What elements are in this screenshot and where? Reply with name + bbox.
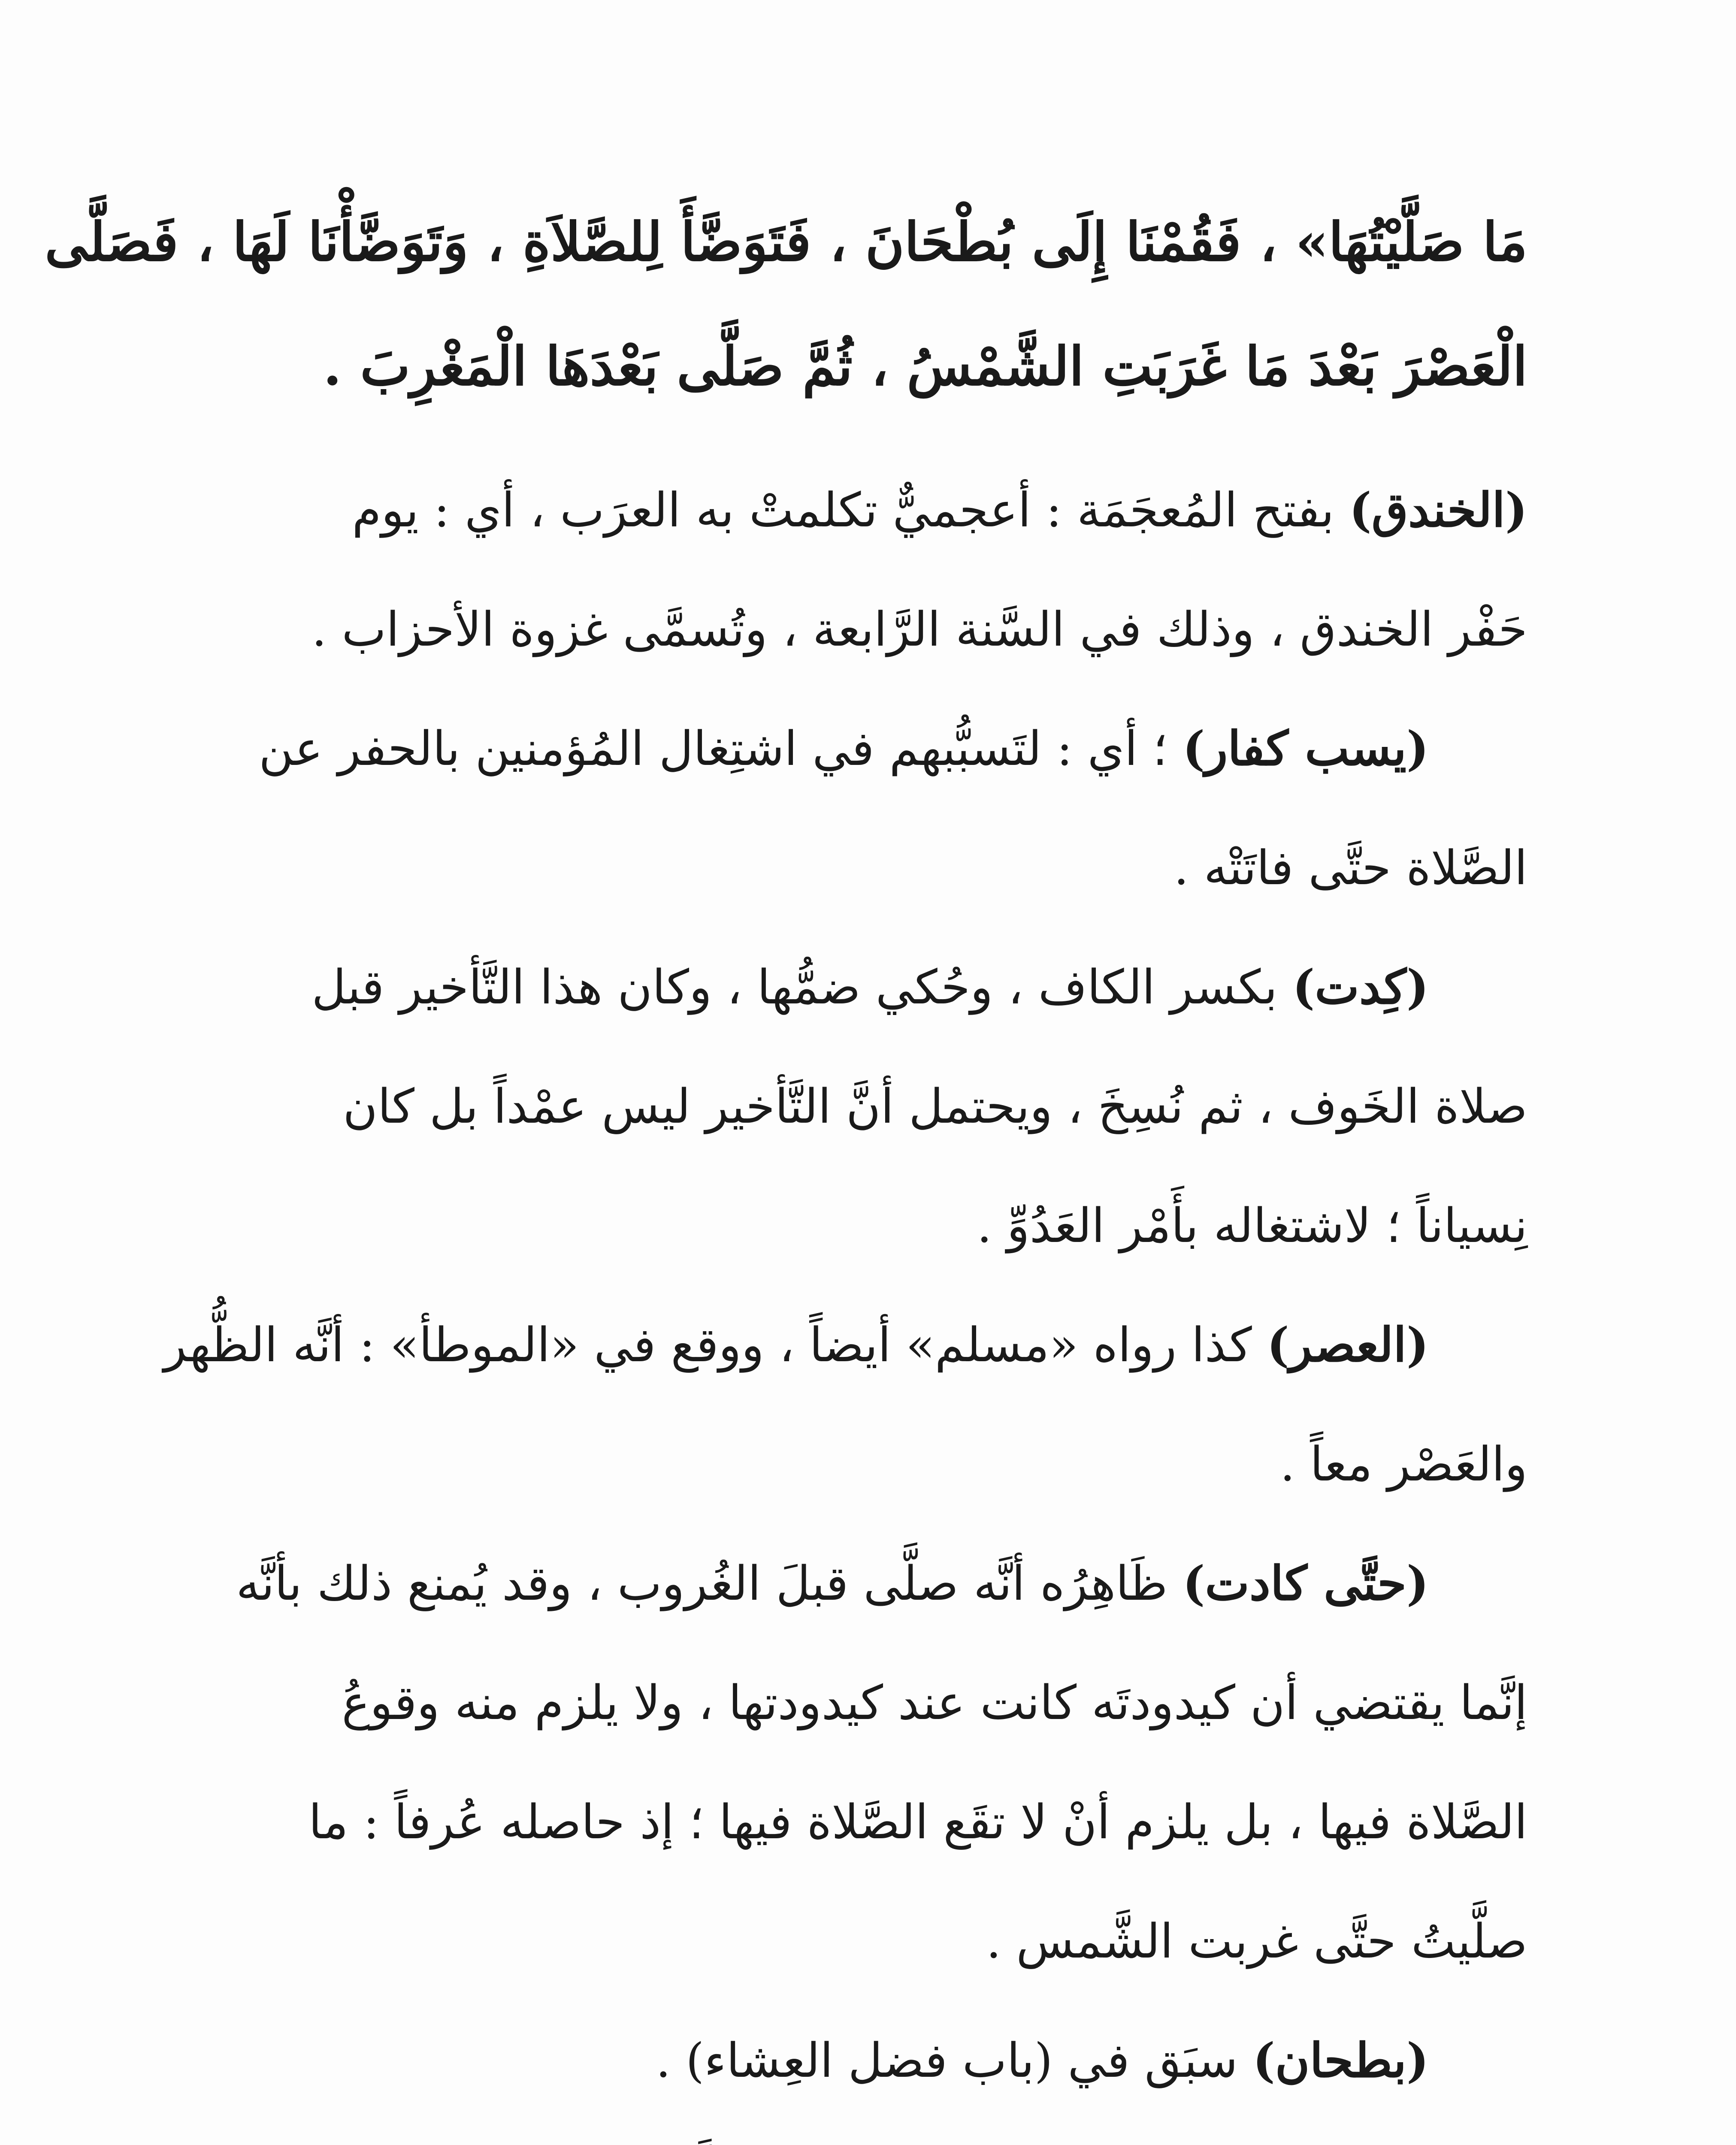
commentary-text	[163, 450, 1527, 2145]
paragraph-kidtu	[257, 927, 1527, 1285]
paragraph-text: بكسر الكاف ، وحُكي ضمُّها ، وكان هذا التَّأخير قبل	[312, 960, 1293, 1015]
hadith-text	[45, 180, 1527, 429]
paragraph-text: كذا رواه «مسلم» أيضاً ، ووقع في «الموطأ» : أنَّه الظُّهر	[163, 1317, 1267, 1372]
hadith-line: الْعَصْرَ بَعْدَ مَا غَرَبَتِ الشَّمْسُ ، ثُمَّ صَلَّى بَعْدَهَا الْمَغْرِبَ .	[323, 335, 1527, 398]
paragraph-text: بفتح المُعجَمَة : أعجميٌّ تكلمتْ به العرَب ، أي : يوم	[352, 483, 1349, 538]
paragraph-line: صلَّيتُ حتَّى غربت الشَّمس .	[986, 1914, 1527, 1969]
paragraph-text: ؛ أي : لتَسبُّبهم في اشتِغال المُؤمنين بالحفر عن	[259, 721, 1183, 776]
paragraph-line	[257, 927, 1527, 1047]
lemma-term: (العصر)	[1267, 1317, 1429, 1372]
hadith-line: مَا صَلَّيْتُهَا» ، فَقُمْنَا إِلَى بُطْحَانَ ، فَتَوَضَّأَ لِلصَّلاَةِ ، وَتَوَضَّأْنَا لَهَا ، فَصَلَّى	[45, 211, 1527, 273]
lemma-term: (يسب كفار)	[1183, 721, 1429, 776]
lemma-term: (حتَّى كادت)	[1183, 1556, 1429, 1611]
paragraph-asr	[163, 1285, 1527, 1524]
paragraph-line	[257, 689, 1527, 808]
paragraph-line: الصَّلاة فيها ، بل يلزم أنْ لا تقَع الصَّلاة فيها ؛ إذ حاصله عُرفاً : ما	[308, 1795, 1527, 1849]
lemma-term: (بطحان)	[1252, 2033, 1429, 2088]
paragraph-line: الصَّلاة حتَّى فاتَتْه .	[1173, 840, 1527, 895]
paragraph-text: سبَق في (باب فضل العِشاء) .	[656, 2033, 1253, 2088]
lemma-term: (الخندق)	[1349, 482, 1527, 538]
lemma-term: (كِدت)	[1292, 959, 1429, 1015]
paragraph-line	[257, 2120, 1527, 2145]
paragraph-line: حَفْر الخندق ، وذلك في السَّنة الرَّابعة ، وتُسمَّى غزوة الأحزاب .	[312, 602, 1527, 657]
paragraph-buthan	[257, 2001, 1527, 2120]
paragraph-line: إنَّما يقتضي أن كيدودتَه كانت عند كيدودتها ، ولا يلزم منه وقوعُ	[342, 1675, 1527, 1730]
paragraph-line: صلاة الخَوف ، ثم نُسِخَ ، ويحتمل أنَّ التَّأخير ليس عمْداً بل كان	[343, 1079, 1527, 1134]
paragraph-line: نِسياناً ؛ لاشتغاله بأَمْر العَدُوِّ .	[977, 1198, 1527, 1253]
paragraph-line	[163, 1285, 1527, 1405]
paragraph-khandaq	[257, 450, 1527, 689]
paragraph-hatta-kadat	[236, 1524, 1527, 2001]
paragraph-text: ظَاهِرُه أنَّه صلَّى قبلَ الغُروب ، وقد يُمنع ذلك بأنَّه	[236, 1556, 1183, 1611]
paragraph-wajh-mutabaqa	[257, 2120, 1527, 2145]
paragraph-line	[257, 450, 1527, 570]
paragraph-line	[257, 2001, 1527, 2120]
paragraph-line: والعَصْر معاً .	[1280, 1437, 1527, 1492]
paragraph-yasub-kuffar	[257, 689, 1527, 927]
paragraph-line	[236, 1524, 1527, 1643]
